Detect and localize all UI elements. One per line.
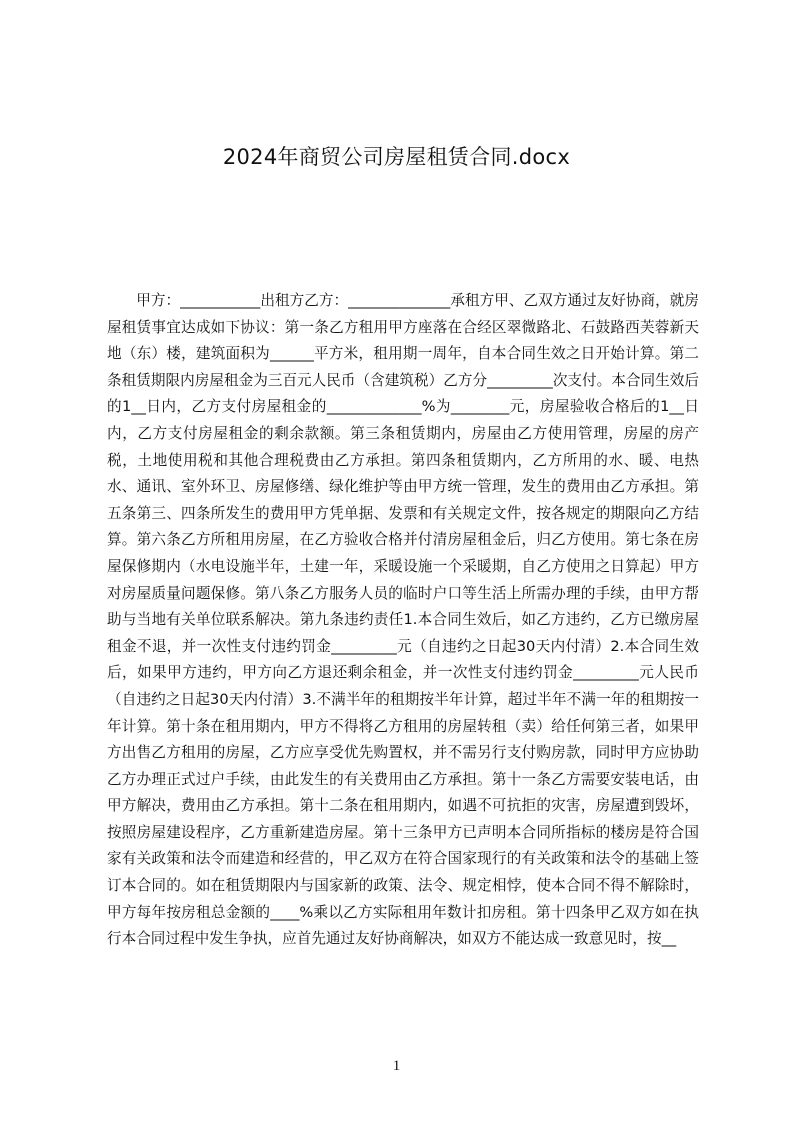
page-number: 1 [392,1058,401,1074]
document-title: 2024年商贸公司房屋租赁合同.docx [222,145,571,169]
contract-body-paragraph: 甲方：___________出租方乙方：______________承租方甲、乙双方通过友好协商，就房屋租赁事宜达成如下协议：第一条乙方租用甲方座落在合经区翠微路北、石鼓路西芙蓉新天地（东）楼，建筑面积为______平方米，租用期一周年，自本合同生效之日开始计算。第二条租赁期限内房屋租金为三百元人民币（含建筑税）乙方分_________次支付。本合同生效后的1__日内，乙方支付房屋租金的_____________%为________元，房屋验收合格后的1__日内，乙方支付房屋租金的剩余款额。第三条租赁期内，房屋由乙方使用管理，房屋的房产税，土地使用税和其他合理税费由乙方承担。第四条租赁期内，乙方所用的水、暖、电热水、通讯、室外环卫、房屋修缮、绿化维护等由甲方统一管理，发生的费用由乙方承担。第五条第三、四条所发生的费用甲方凭单据、发票和有关规定文件，按各规定的期限向乙方结算。第六条乙方所租用房屋，在乙方验收合格并付清房屋租金后，归乙方使用。第七条在房屋保修期内（水电设施半年，土建一年，采暖设施一个采暖期，自乙方使用之日算起）甲方对房屋质量问题保修。第八条乙方服务人员的临时户口等生活上所需办理的手续，由甲方帮助与当地有关单位联系解决。第九条违约责任1.本合同生效后，如乙方违约，乙方已缴房屋租金不退，并一次性支付违约罚金_________元（自违约之日起30天内付清）2.本合同生效后，如果甲方违约，甲方向乙方退还剩余租金，并一次性支付违约罚金_________元人民币（自违约之日起30天内付清）3.不满半年的租期按半年计算，超过半年不满一年的租期按一年计算。第十条在租用期内，甲方不得将乙方租用的房屋转租（卖）给任何第三者，如果甲方出售乙方租用的房屋，乙方应享受优先购置权，并不需另行支付购房款，同时甲方应协助乙方办理正式过户手续，由此发生的有关费用由乙方承担。第十一条乙方需要安装电话，由甲方解决，费用由乙方承担。第十二条在租用期内，如遇不可抗拒的灾害，房屋遭到毁坏，按照房屋建设程序，乙方重新建造房屋。第十三条甲方已声明本合同所指标的楼房是符合国家有关政策和法令而建造和经营的，甲乙双方在符合国家现行的有关政策和法令的基础上签订本合同的。如在租赁期限内与国家新的政策、法令、规定相悖，使本合同不得不解除时，甲方每年按房租总金额的____%乘以乙方实际租用年数计扣房租。第十四条甲乙双方如在执行本合同过程中发生争执，应首先通过友好协商解决，如双方不能达成一致意见时，按__ [107,292,699,948]
